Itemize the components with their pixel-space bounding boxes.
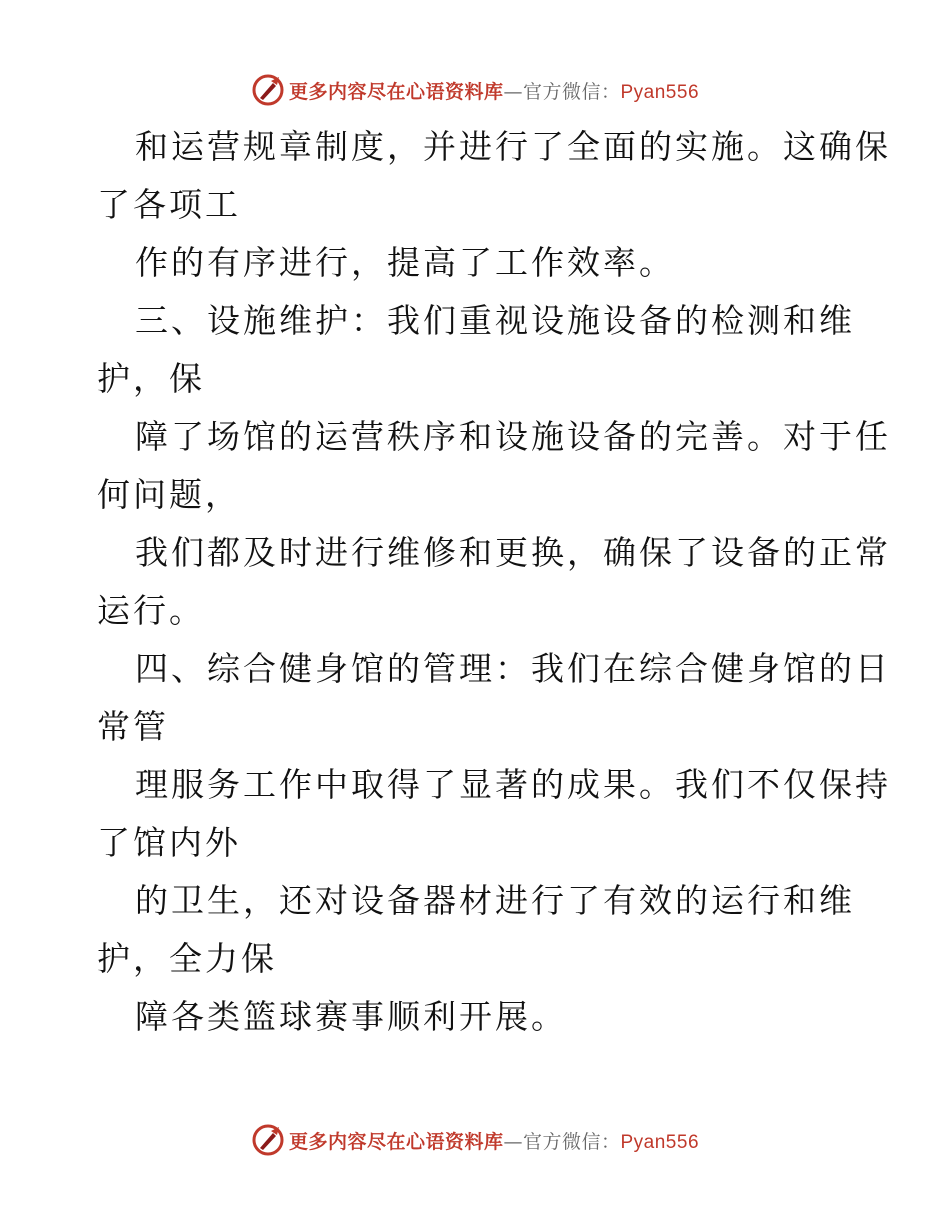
text-line: 了馆内外 — [97, 823, 241, 862]
text-line: 和运营规章制度，并进行了全面的实施。这确保 — [135, 127, 891, 166]
text-line: 运行。 — [97, 591, 205, 630]
text-line: 护，全力保 — [97, 939, 277, 978]
banner-brand: 更多内容尽在心语资料库 — [288, 1130, 504, 1153]
banner-account-label: 官方微信： — [522, 1130, 621, 1153]
quill-pen-circle-icon — [251, 73, 285, 107]
text-line: 护，保 — [97, 359, 205, 398]
banner-dash: — — [503, 80, 523, 103]
quill-pen-circle-icon — [251, 1123, 285, 1157]
text-line: 障了场馆的运营秩序和设施设备的完善。对于任 — [135, 417, 891, 456]
text-line: 理服务工作中取得了显著的成果。我们不仅保持 — [135, 765, 891, 804]
banner-account-id: Pyan556 — [620, 1131, 700, 1153]
text-line: 了各项工 — [97, 185, 241, 224]
text-line: 障各类篮球赛事顺利开展。 — [135, 997, 567, 1036]
banner-brand: 更多内容尽在心语资料库 — [288, 80, 504, 103]
banner-account-label: 官方微信： — [522, 80, 621, 103]
text-line: 常管 — [97, 707, 169, 746]
text-line: 作的有序进行，提高了工作效率。 — [135, 243, 675, 282]
text-line: 我们都及时进行维修和更换，确保了设备的正常 — [135, 533, 891, 572]
banner-dash: — — [503, 1130, 523, 1153]
footer-banner — [0, 1120, 950, 1160]
text-line: 何问题， — [97, 475, 241, 514]
text-line: 的卫生，还对设备器材进行了有效的运行和维 — [135, 881, 855, 920]
text-line: 四、综合健身馆的管理：我们在综合健身馆的日 — [135, 649, 891, 688]
banner-account-id: Pyan556 — [620, 81, 700, 103]
text-line: 三、设施维护：我们重视设施设备的检测和维 — [135, 301, 855, 340]
header-banner — [0, 70, 950, 110]
document-body — [97, 118, 891, 1046]
